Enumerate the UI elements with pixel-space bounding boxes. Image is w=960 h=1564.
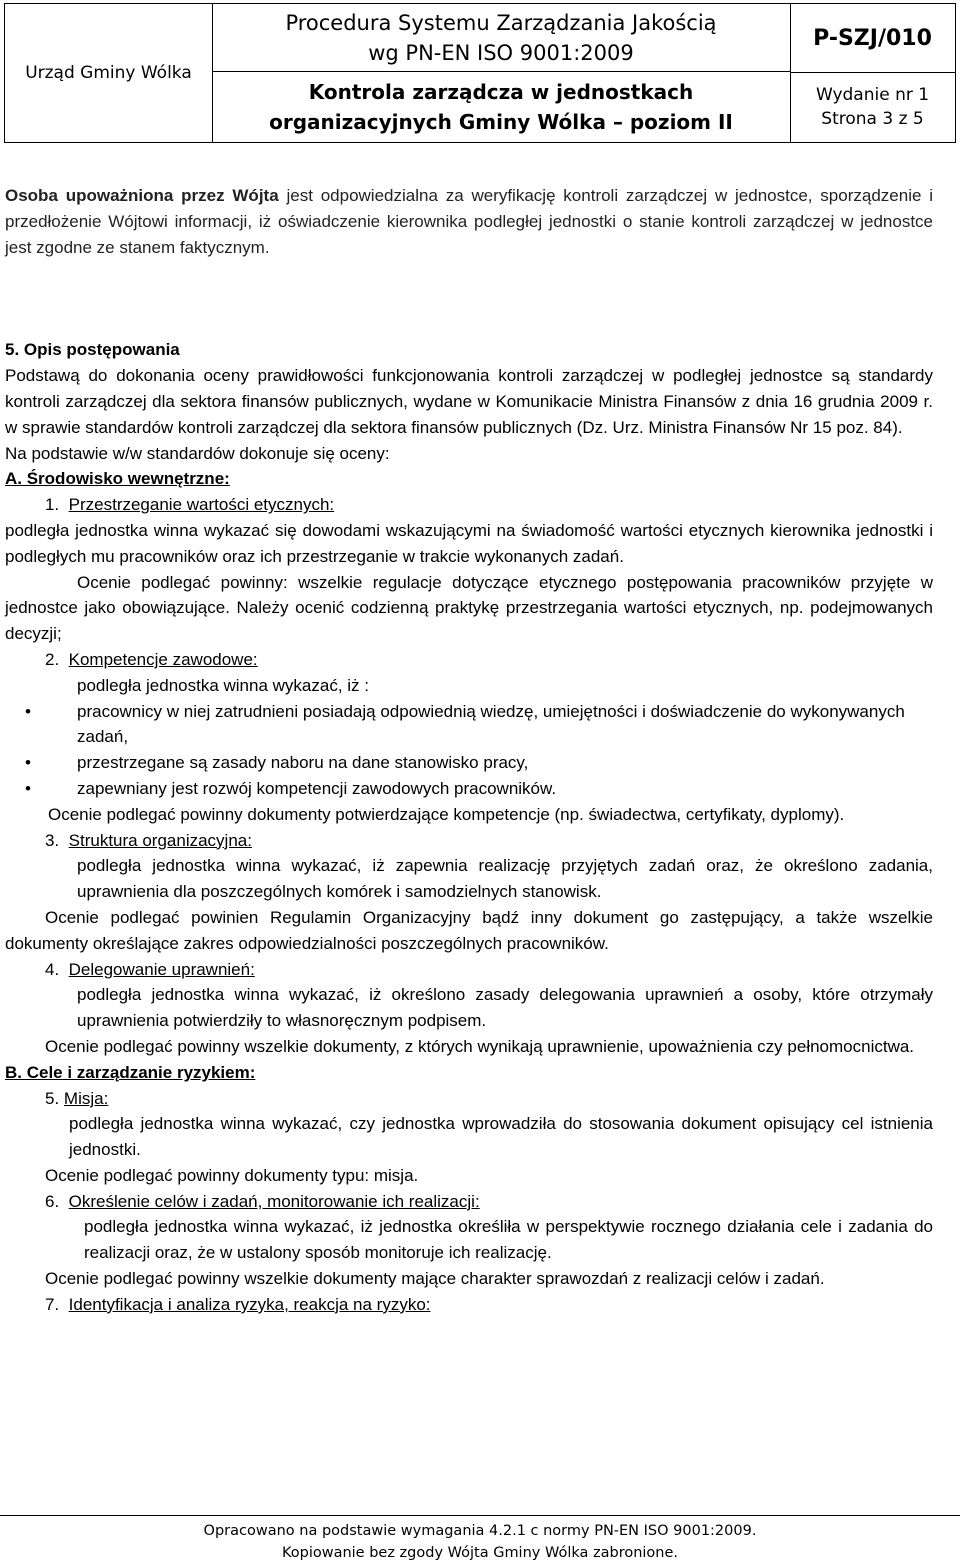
intro-bold-lead: Osoba upoważniona przez Wójta (5, 186, 279, 205)
list-item: • zapewniany jest rozwój kompetencji zawodowych pracowników. (25, 778, 557, 798)
title-cell (212, 4, 791, 142)
item-4-heading (5, 957, 933, 983)
footer-line2: Kopiowanie bez zgody Wójta Gminy Wólka zabronione. (281, 1545, 679, 1561)
item-5-assessment: Ocenie podlegać powinny dokumenty typu: misja. (45, 1165, 419, 1185)
item-1-text: podległa jednostka winna wykazać się dowodami wskazującymi na świadomość wartości etycznych kierownika jednostki i podległych mu pracowników oraz ich przestrzeganie w trakcie wykonanych zadań. (5, 520, 933, 566)
item-5-text: podległa jednostka winna wykazać, czy jednostka wprowadziła do stosowania dokument opisujący cel istnienia jednostki. (69, 1114, 933, 1160)
item-2-number: 2. (45, 649, 60, 669)
procedure-subject-line2: organizacyjnych Gminy Wólka – poziom II (269, 110, 733, 134)
document-body (5, 183, 933, 1318)
office-name: Urząd Gminy Wólka (25, 63, 192, 83)
item-3-title: Struktura organizacyjna: (68, 830, 252, 850)
subsection-a-heading: A. Środowisko wewnętrzne: (5, 469, 230, 489)
edition-number: Wydanie nr 1 (815, 85, 930, 105)
item-1-title: Przestrzeganie wartości etycznych: (68, 495, 335, 515)
section-lead: Na podstawie w/w standardów dokonuje się oceny: (5, 443, 390, 463)
item-3-heading (5, 828, 933, 854)
item-5-title: Misja: (63, 1088, 109, 1108)
item-4-text: podległa jednostka winna wykazać, iż określono zasady delegowania uprawnień a osoby, które otrzymały uprawnienia potwierdziły to własnoręcznym podpisem. (77, 985, 933, 1031)
item-3-number: 3. (45, 830, 60, 850)
item-6-text: podległa jednostka winna wykazać, iż jednostka określiła w perspektywie rocznego działania cele i zadania do realizacji oraz, że w ustalony sposób monitoruje ich realizację. (84, 1217, 933, 1263)
item-4-title: Delegowanie uprawnień: (68, 959, 255, 979)
list-item: • pracownicy w niej zatrudnieni posiadają odpowiednią wiedzę, umiejętności i doświadczenie do wykonywanych zadań, (25, 701, 905, 747)
item-2-assessment: Ocenie podlegać powinny dokumenty potwierdzające kompetencje (np. świadectwa, certyfikaty, dyplomy). (48, 804, 845, 824)
procedure-subject-line1: Kontrola zarządcza w jednostkach (308, 80, 694, 104)
document-header (4, 3, 956, 143)
item-2-lead: podległa jednostka winna wykazać, iż : (77, 675, 369, 695)
edition-info (790, 73, 955, 142)
office-cell (5, 4, 213, 142)
procedure-title (212, 4, 790, 72)
item-2-title: Kompetencje zawodowe: (68, 649, 258, 669)
procedure-code: P-SZJ/010 (790, 4, 955, 73)
intro-text: jest odpowiedzialna za weryfikację kontroli zarządczej w jednostce, sporządzenie i przedłożenie Wójtowi informacji, iż oświadczenie kierownika podległej jednostki o stanie kontroli zarządczej w jednostce jest zgodne ze stanem faktycznym. (5, 186, 933, 257)
item-6-heading (5, 1189, 933, 1215)
footer-line1: Opracowano na podstawie wymagania 4.2.1 c normy PN-EN ISO 9001:2009. (203, 1523, 757, 1539)
intro-paragraph (5, 183, 933, 260)
item-7-number: 7. (45, 1294, 60, 1314)
bullet-text: pracownicy w niej zatrudnieni posiadają odpowiednią wiedzę, umiejętności i doświadczenie do wykonywanych zadań, (77, 701, 905, 747)
item-3-assessment: Ocenie podlegać powinien Regulamin Organizacyjny bądź inny dokument go zastępujący, a także wszelkie dokumenty określające zakres odpowiedzialności poszczególnych pracowników. (5, 907, 933, 953)
procedure-subject (212, 73, 790, 142)
item-7-heading (5, 1292, 933, 1318)
subsection-b-heading: B. Cele i zarządzanie ryzykiem: (5, 1062, 256, 1082)
list-item: • przestrzegane są zasady naboru na dane stanowisko pracy, (25, 753, 529, 773)
item-1-heading (5, 492, 933, 518)
page-number: Strona 3 z 5 (821, 109, 924, 129)
item-7-title: Identyfikacja i analiza ryzyka, reakcja na ryzyko: (68, 1294, 431, 1314)
item-2-heading (5, 647, 933, 673)
item-5-number: 5. (45, 1088, 60, 1108)
procedure-title-line2: wg PN-EN ISO 9001:2009 (368, 41, 634, 65)
item-6-assessment: Ocenie podlegać powinny wszelkie dokumenty mające charakter sprawozdań z realizacji celów i zadań. (45, 1269, 825, 1289)
bullet-text: przestrzegane są zasady naboru na dane stanowisko pracy, (77, 753, 529, 773)
item-1-assessment: Ocenie podlegać powinny: wszelkie regulacje dotyczące etycznego postępowania pracowników przyjęte w jednostce jako obowiązujące. Należy ocenić codzienną praktykę przestrzegania wartości etycznych, np. podejmowanych decyzji; (5, 572, 933, 644)
item-4-number: 4. (45, 959, 60, 979)
page-footer (0, 1515, 960, 1564)
code-cell (790, 4, 955, 142)
item-4-assessment: Ocenie podlegać powinny wszelkie dokumenty, z których wynikają uprawnienie, upoważnienia czy pełnomocnictwa. (45, 1036, 915, 1056)
item-6-title: Określenie celów i zadań, monitorowanie ich realizacji: (68, 1191, 480, 1211)
item-5-heading (5, 1086, 933, 1112)
item-3-text: podległa jednostka winna wykazać, iż zapewnia realizację przyjętych zadań oraz, że określono zadania, uprawnienia dla poszczególnych komórek i samodzielnych stanowisk. (77, 856, 933, 902)
section-heading: 5. Opis postępowania (5, 340, 180, 360)
procedure-title-line1: Procedura Systemu Zarządzania Jakością (285, 11, 717, 35)
bullet-text: zapewniany jest rozwój kompetencji zawodowych pracowników. (77, 778, 557, 798)
section-paragraph: Podstawą do dokonania oceny prawidłowości funkcjonowania kontroli zarządczej w podległej jednostce są standardy kontroli zarządczej dla sektora finansów publicznych, wydane w Komunikacie Ministra Finansów z dnia 16 grudnia 2009 r. w sprawie standardów kontroli zarządczej dla sektora finansów publicznych (Dz. Urz. Ministra Finansów Nr 15 poz. 84). (5, 366, 933, 437)
item-6-number: 6. (45, 1191, 60, 1211)
item-1-number: 1. (45, 495, 60, 515)
